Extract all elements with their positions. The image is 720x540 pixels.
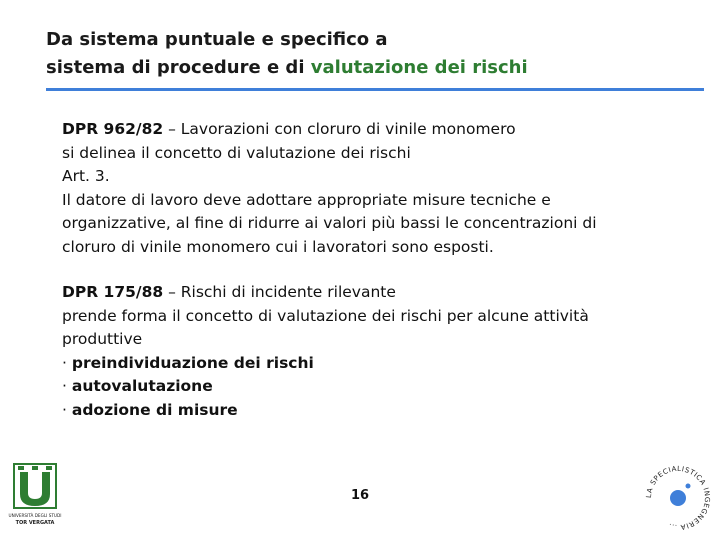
university-logo — [8, 462, 62, 528]
slide-body — [62, 118, 682, 422]
title-accent: valutazione dei rischi — [310, 57, 528, 78]
title-line-2 — [46, 54, 686, 82]
section2-heading — [62, 281, 682, 305]
bullet-item: · autovalutazione — [62, 377, 213, 395]
section1-line: organizzative, al fine di ridurre ai valori più bassi le concentrazioni di — [62, 214, 597, 232]
title-divider — [46, 88, 704, 91]
university-logo-line-1: UNIVERSITÀ DEGLI STUDI — [8, 513, 62, 518]
bullet-text: preindividuazione dei rischi — [71, 353, 314, 372]
section2-code: DPR 175/88 — [62, 283, 164, 301]
section1-heading — [62, 118, 682, 142]
page-number: 16 — [350, 488, 370, 503]
section1-subject: – Lavorazioni con cloruro di vinile monomero — [163, 120, 516, 138]
section1-line: cloruro di vinile monomero cui i lavoratori sono esposti. — [62, 237, 494, 256]
section2-subject: – Rischi di incidente rilevante — [163, 283, 396, 301]
seal-center-icon — [670, 490, 686, 506]
university-logo-line-2: TOR VERGATA — [15, 520, 55, 526]
section2-line: prende forma il concetto di valutazione dei rischi per alcune attività — [62, 306, 589, 325]
seal-ring-text: LA SPECIALISTICA INGEGNERIA ... — [644, 464, 712, 532]
slide-title — [46, 26, 686, 82]
section1-line: si delinea il concetto di valutazione dei rischi — [62, 143, 411, 162]
title-line-1: Da sistema puntuale e specifico a — [46, 29, 388, 50]
section1-line: Art. 3. — [62, 167, 110, 185]
section1-code: DPR 962/82 — [62, 120, 164, 138]
section1-line: Il datore di lavoro deve adottare appropriate misure tecniche e — [62, 190, 551, 209]
seal-dot-icon — [686, 484, 691, 489]
course-seal-logo — [642, 462, 714, 534]
title-line-2-prefix: sistema di procedure e di — [46, 57, 311, 78]
bullet-text: autovalutazione — [71, 377, 213, 395]
section-gap — [62, 259, 682, 281]
bullet-item: · adozione di misure — [62, 400, 238, 419]
bullet-item: · preindividuazione dei rischi — [62, 353, 314, 372]
bullet-text: adozione di misure — [71, 400, 238, 419]
section2-line: produttive — [62, 330, 143, 348]
